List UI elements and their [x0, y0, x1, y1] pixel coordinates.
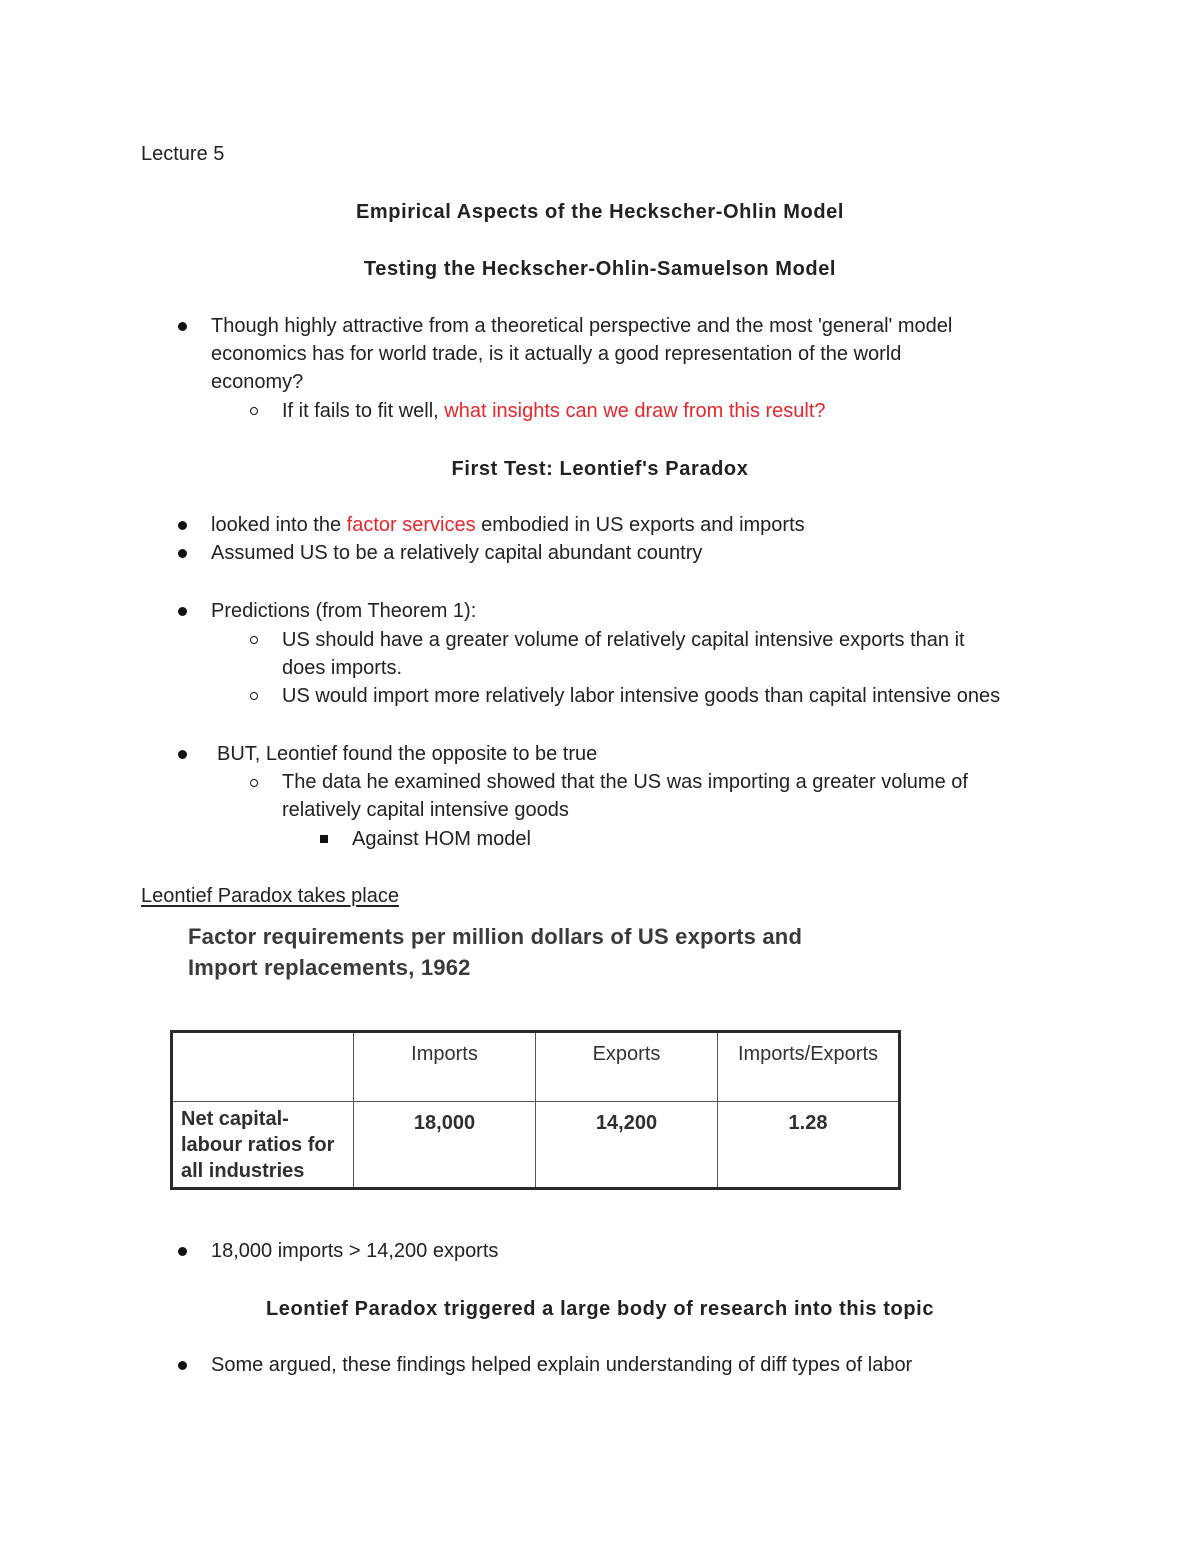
- bullet-dot-icon: [178, 322, 187, 331]
- row-label-line: all industries: [181, 1160, 305, 1182]
- bullet-circle-icon: [250, 692, 258, 700]
- bullet-dot-icon: [178, 1361, 187, 1370]
- sub-bullet-text: does imports.: [282, 657, 403, 679]
- document-title: Empirical Aspects of the Heckscher-Ohlin Model: [355, 201, 845, 223]
- bullet-dot-icon: [178, 1247, 187, 1256]
- table-cell-ratio: 1.28: [718, 1102, 900, 1189]
- bullet-square-icon: [320, 835, 328, 843]
- bullet-text: Though highly attractive from a theoretical perspective and the most 'general' model: [211, 315, 953, 337]
- highlight-text: factor services: [346, 514, 476, 536]
- bullet-text: 18,000 imports > 14,200 exports: [211, 1240, 499, 1262]
- row-label-line: Net capital-: [181, 1108, 289, 1130]
- paradox-label: Leontief Paradox takes place: [141, 885, 399, 907]
- bullet-circle-icon: [250, 636, 258, 644]
- bullet-circle-icon: [250, 407, 258, 415]
- figure-title: Import replacements, 1962: [188, 955, 471, 980]
- sub-bullet-text: US would import more relatively labor intensive goods than capital intensive ones: [282, 685, 1001, 707]
- bullet-text: BUT, Leontief found the opposite to be true: [217, 743, 598, 765]
- bullet-text: Assumed US to be a relatively capital abundant country: [211, 542, 703, 564]
- sub-bullet-text: relatively capital intensive goods: [282, 799, 569, 821]
- sub-sub-bullet-text: Against HOM model: [352, 828, 531, 850]
- lecture-label: Lecture 5: [141, 143, 225, 165]
- bullet-text: economics has for world trade, is it actually a good representation of the world: [211, 343, 902, 365]
- sub-bullet-text: If it fails to fit well, what insights can we draw from this result?: [282, 400, 826, 422]
- table-row: [172, 1102, 900, 1189]
- table-cell-exports: 14,200: [536, 1102, 718, 1189]
- section-heading-testing: Testing the Heckscher-Ohlin-Samuelson Model: [363, 258, 837, 280]
- sub-bullet-text: US should have a greater volume of relatively capital intensive exports than it: [282, 629, 965, 651]
- bullet-text: Predictions (from Theorem 1):: [211, 600, 477, 622]
- bullet-dot-icon: [178, 521, 187, 530]
- bullet-dot-icon: [178, 607, 187, 616]
- row-label-cell: [172, 1102, 354, 1189]
- figure-title: Factor requirements per million dollars of US exports and: [188, 924, 803, 949]
- table-cell-imports: 18,000: [354, 1102, 536, 1189]
- highlight-text: what insights can we draw from this result?: [444, 400, 826, 422]
- table-header-cell: Imports: [354, 1032, 536, 1102]
- section-heading-first-test: First Test: Leontief's Paradox: [451, 458, 749, 480]
- bullet-dot-icon: [178, 549, 187, 558]
- table-header-cell: Imports/Exports: [718, 1032, 900, 1102]
- factor-requirements-table: [170, 1030, 901, 1190]
- bullet-text: looked into the factor services embodied in US exports and imports: [211, 514, 805, 536]
- bullet-text: economy?: [211, 371, 304, 393]
- bullet-dot-icon: [178, 750, 187, 759]
- bullet-circle-icon: [250, 779, 258, 787]
- bullet-text: Some argued, these findings helped explain understanding of diff types of labor: [211, 1354, 913, 1376]
- row-label-line: labour ratios for: [181, 1134, 335, 1156]
- table-header-row: [172, 1032, 900, 1102]
- table-header-cell: [172, 1032, 354, 1102]
- sub-bullet-text: The data he examined showed that the US was importing a greater volume of: [282, 771, 968, 793]
- table-header-cell: Exports: [536, 1032, 718, 1102]
- section-heading-research: Leontief Paradox triggered a large body of research into this topic: [265, 1298, 935, 1320]
